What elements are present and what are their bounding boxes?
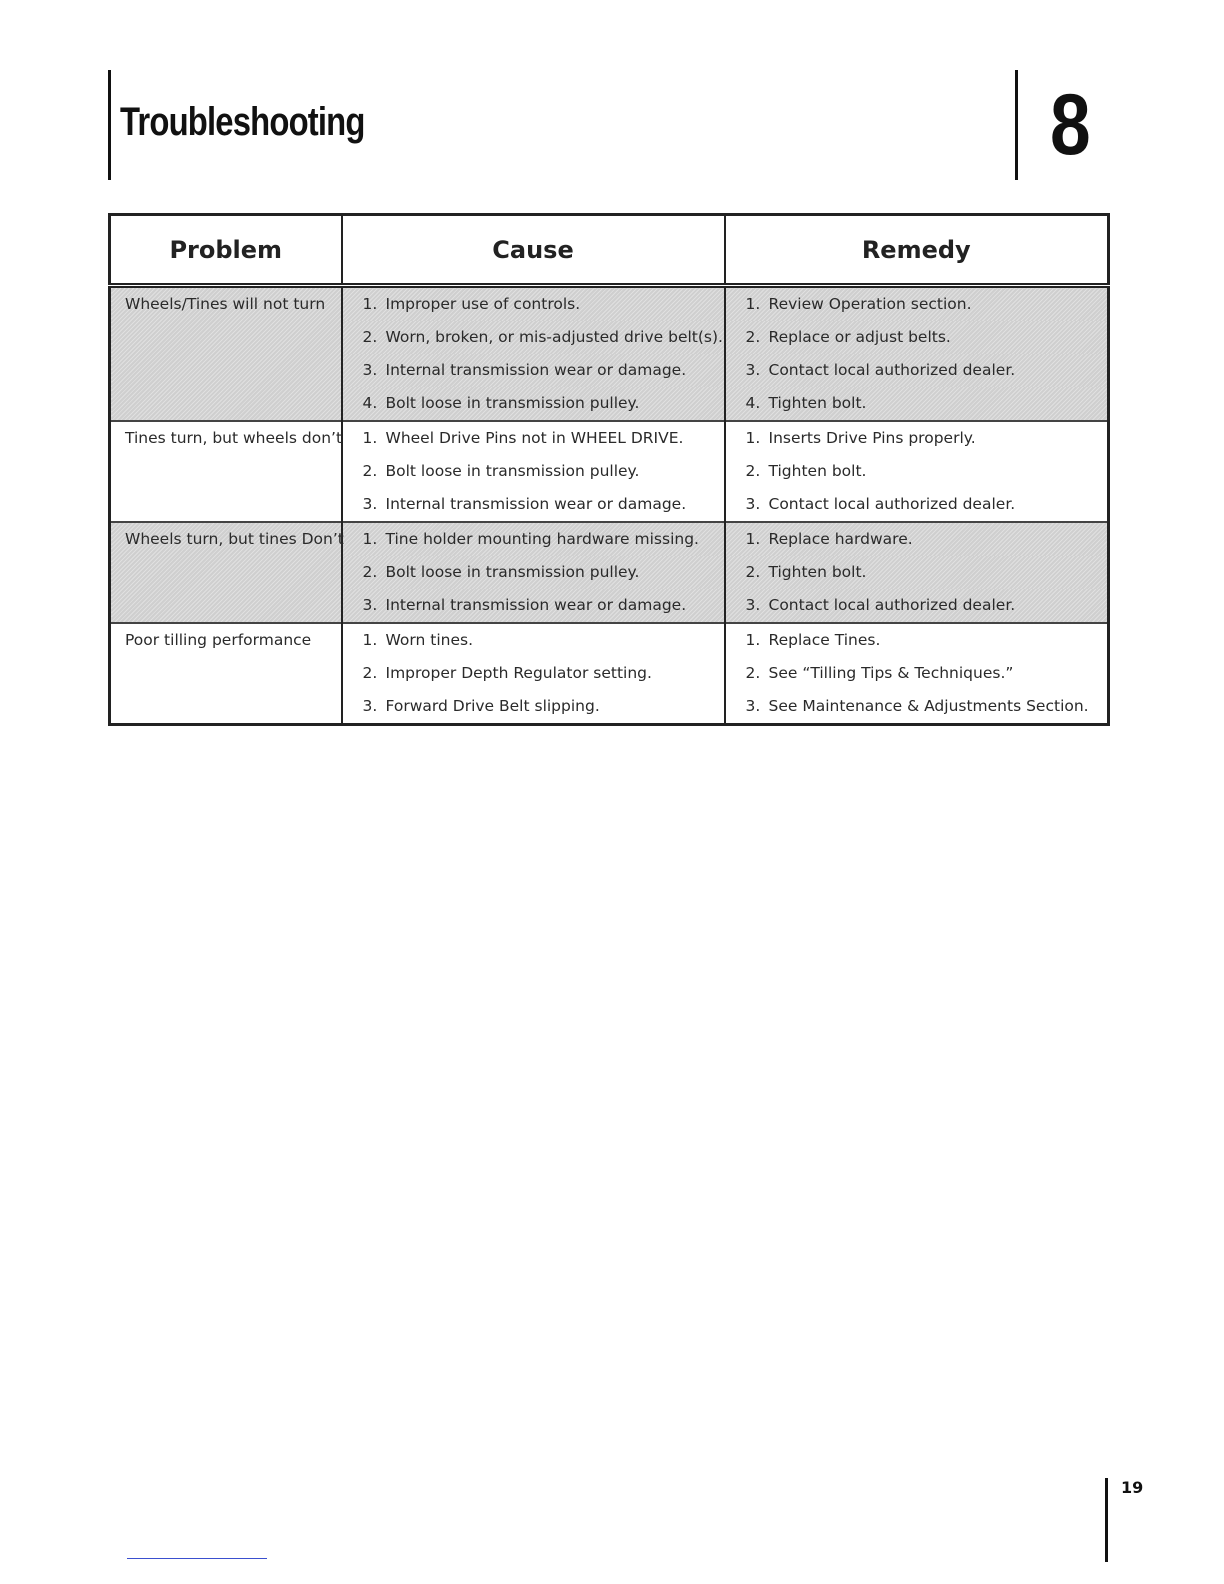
- remedy-cell: [725, 455, 1109, 488]
- cause-cell: [342, 387, 725, 421]
- cause-cell: [342, 455, 725, 488]
- cause-number: 1.: [362, 631, 378, 649]
- problem-cell: [110, 522, 342, 623]
- problem-text: Tines turn, but wheels don’t: [125, 429, 343, 447]
- remedy-cell: [725, 421, 1109, 455]
- remedy-number: 2.: [745, 664, 761, 682]
- problem-text: Wheels turn, but tines Don’t: [125, 530, 344, 548]
- remedy-number: 2.: [745, 563, 761, 581]
- cause-text: Bolt loose in transmission pulley.: [385, 462, 640, 480]
- remedy-number: 1.: [745, 295, 761, 313]
- cause-cell: [342, 556, 725, 589]
- remedy-text: Contact local authorized dealer.: [768, 495, 1016, 513]
- cause-text: Bolt loose in transmission pulley.: [385, 394, 640, 412]
- cause-text: Internal transmission wear or damage.: [385, 361, 687, 379]
- problem-group: [110, 421, 1109, 522]
- remedy-number: 2.: [745, 462, 761, 480]
- problem-group: [110, 286, 1109, 422]
- remedy-number: 3.: [745, 697, 761, 715]
- remedy-number: 4.: [745, 394, 761, 412]
- remedy-text: Contact local authorized dealer.: [768, 361, 1016, 379]
- chapter-rule: [1015, 70, 1018, 180]
- cause-text: Wheel Drive Pins not in WHEEL DRIVE.: [385, 429, 684, 447]
- remedy-number: 3.: [745, 361, 761, 379]
- cause-cell: [342, 522, 725, 556]
- cause-text: Bolt loose in transmission pulley.: [385, 563, 640, 581]
- remedy-number: 1.: [745, 429, 761, 447]
- page-number-rule: [1105, 1478, 1108, 1562]
- problem-cell: [110, 286, 342, 422]
- cause-number: 2.: [362, 664, 378, 682]
- title-rule: [108, 70, 111, 180]
- remedy-cell: [725, 286, 1109, 322]
- cause-cell: [342, 286, 725, 322]
- table-row: [110, 286, 1109, 322]
- cause-cell: [342, 421, 725, 455]
- problem-group: [110, 522, 1109, 623]
- cause-cell: [342, 657, 725, 690]
- table-row: [110, 623, 1109, 657]
- cause-text: Internal transmission wear or damage.: [385, 596, 687, 614]
- remedy-cell: [725, 354, 1109, 387]
- cause-text: Improper Depth Regulator setting.: [385, 664, 652, 682]
- problem-cell: [110, 623, 342, 725]
- remedy-number: 3.: [745, 596, 761, 614]
- cause-text: Worn, broken, or mis-adjusted drive belt(s).: [385, 328, 723, 346]
- remedy-text: Tighten bolt.: [768, 563, 867, 581]
- chapter-number: 8: [1050, 77, 1091, 173]
- cause-number: 3.: [362, 697, 378, 715]
- cause-number: 3.: [362, 596, 378, 614]
- problem-text: Wheels/Tines will not turn: [125, 295, 326, 313]
- remedy-text: Tighten bolt.: [768, 462, 867, 480]
- remedy-cell: [725, 657, 1109, 690]
- cause-cell: [342, 354, 725, 387]
- cause-text: Tine holder mounting hardware missing.: [385, 530, 699, 548]
- cause-text: Worn tines.: [385, 631, 473, 649]
- problem-text: Poor tilling performance: [125, 631, 312, 649]
- remedy-text: Tighten bolt.: [768, 394, 867, 412]
- page-title: Troubleshooting: [120, 100, 365, 144]
- cause-text: Forward Drive Belt slipping.: [385, 697, 600, 715]
- table-row: [110, 421, 1109, 455]
- cause-cell: [342, 488, 725, 522]
- remedy-text: Replace Tines.: [768, 631, 881, 649]
- remedy-cell: [725, 623, 1109, 657]
- cause-number: 2.: [362, 563, 378, 581]
- table-row: [110, 522, 1109, 556]
- cause-number: 2.: [362, 462, 378, 480]
- troubleshooting-table: [108, 213, 1110, 726]
- remedy-text: Replace hardware.: [768, 530, 913, 548]
- cause-cell: [342, 623, 725, 657]
- remedy-cell: [725, 589, 1109, 623]
- remedy-cell: [725, 488, 1109, 522]
- footer-link-underline: [127, 1558, 267, 1559]
- remedy-text: See “Tilling Tips & Techniques.”: [768, 664, 1014, 682]
- remedy-text: Replace or adjust belts.: [768, 328, 951, 346]
- cause-number: 1.: [362, 295, 378, 313]
- remedy-number: 2.: [745, 328, 761, 346]
- remedy-cell: [725, 690, 1109, 725]
- problem-group: [110, 623, 1109, 725]
- remedy-cell: [725, 321, 1109, 354]
- remedy-text: Contact local authorized dealer.: [768, 596, 1016, 614]
- remedy-cell: [725, 522, 1109, 556]
- cause-number: 3.: [362, 495, 378, 513]
- cause-text: Internal transmission wear or damage.: [385, 495, 687, 513]
- remedy-number: 1.: [745, 530, 761, 548]
- column-header-cause: Cause: [342, 215, 725, 286]
- cause-number: 1.: [362, 530, 378, 548]
- remedy-text: Inserts Drive Pins properly.: [768, 429, 976, 447]
- remedy-text: Review Operation section.: [768, 295, 972, 313]
- cause-cell: [342, 690, 725, 725]
- cause-cell: [342, 321, 725, 354]
- remedy-cell: [725, 556, 1109, 589]
- remedy-text: See Maintenance & Adjustments Section.: [768, 697, 1089, 715]
- cause-text: Improper use of controls.: [385, 295, 581, 313]
- cause-number: 4.: [362, 394, 378, 412]
- remedy-number: 1.: [745, 631, 761, 649]
- column-header-remedy: Remedy: [725, 215, 1109, 286]
- remedy-cell: [725, 387, 1109, 421]
- cause-number: 1.: [362, 429, 378, 447]
- page-number: 19: [1121, 1478, 1144, 1497]
- cause-cell: [342, 589, 725, 623]
- cause-number: 2.: [362, 328, 378, 346]
- cause-number: 3.: [362, 361, 378, 379]
- table-header-row: [110, 215, 1109, 286]
- problem-cell: [110, 421, 342, 522]
- column-header-problem: Problem: [110, 215, 342, 286]
- remedy-number: 3.: [745, 495, 761, 513]
